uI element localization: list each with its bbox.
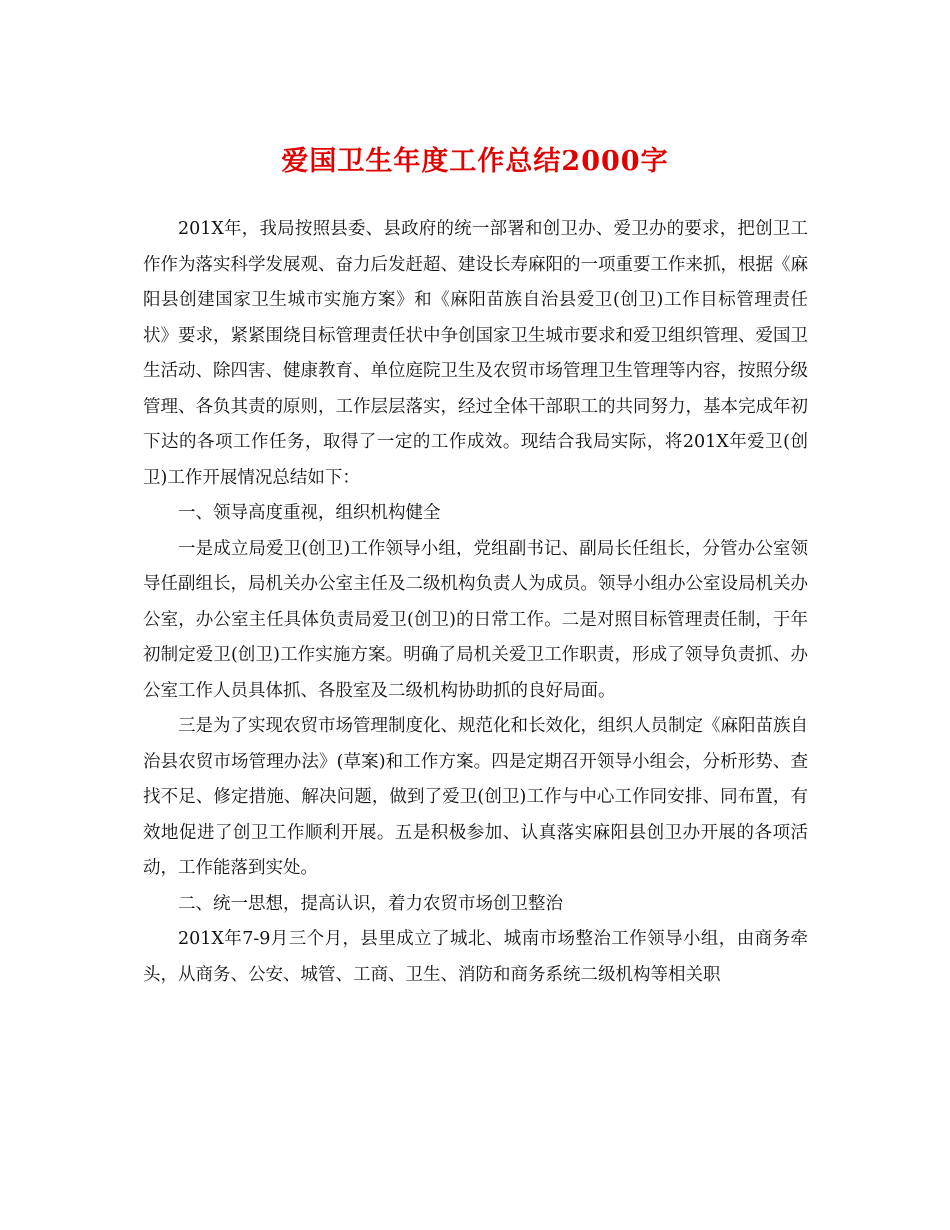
document-body (143, 212, 808, 993)
document-title: 爱国卫生年度工作总结2000字 (281, 146, 669, 177)
section-heading-2: 二、统一思想，提高认识，着力农贸市场创卫整治 (178, 893, 563, 914)
body-paragraph: 三是为了实现农贸市场管理制度化、规范化和长效化，组织人员制定《麻阳苗族自治县农贸市场管理办法》(草案)和工作方案。四是定期召开领导小组会，分析形势、查找不足、修定措施、解决问题，做到了爱卫(创卫)工作与中心工作同安排、同布置，有效地促进了创卫工作顺利开展。五是积极参加、认真落实麻阳县创卫办开展的各项活动，工作能落到实处。 (143, 716, 808, 878)
body-paragraph: 一是成立局爱卫(创卫)工作领导小组，党组副书记、副局长任组长，分管办公室领导任副组长，局机关办公室主任及二级机构负责人为成员。领导小组办公室设局机关办公室，办公室主任具体负责局爱卫(创卫)的日常工作。二是对照目标管理责任制，于年初制定爱卫(创卫)工作实施方案。明确了局机关爱卫工作职责，形成了领导负责抓、办公室工作人员具体抓、各股室及二级机构协助抓的良好局面。 (143, 538, 808, 701)
intro-paragraph: 201X年，我局按照县委、县政府的统一部署和创卫办、爱卫办的要求，把创卫工作作为落实科学发展观、奋力后发赶超、建设长寿麻阳的一项重要工作来抓，根据《麻阳县创建国家卫生城市实施方案》和《麻阳苗族自治县爱卫(创卫)工作目标管理责任状》要求，紧紧围绕目标管理责任状中争创国家卫生城市要求和爱卫组织管理、爱国卫生活动、除四害、健康教育、单位庭院卫生及农贸市场管理卫生管理等内容，按照分级管理、各负其责的原则，工作层层落实，经过全体干部职工的共同努力，基本完成年初下达的各项工作任务，取得了一定的工作成效。现结合我局实际，将201X年爱卫(创卫)工作开展情况总结如下： (143, 219, 808, 488)
section-heading-1: 一、领导高度重视，组织机构健全 (178, 503, 441, 523)
body-paragraph: 201X年7-9月三个月，县里成立了城北、城南市场整治工作领导小组，由商务牵头，从商务、公安、城管、工商、卫生、消防和商务系统二级机构等相关职 (143, 929, 808, 985)
